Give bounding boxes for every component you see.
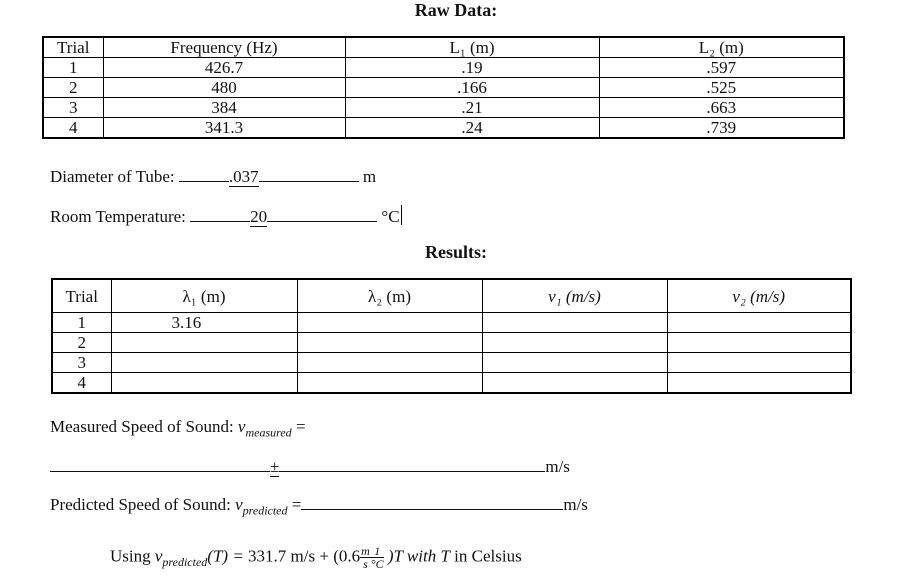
header-frequency: Frequency (Hz) [103, 37, 345, 58]
cell[interactable] [482, 333, 667, 353]
cell[interactable] [297, 353, 482, 373]
cell[interactable] [667, 313, 851, 333]
table-row [43, 118, 844, 139]
table-row [43, 58, 844, 78]
header-l2: L₂ (m) [599, 37, 844, 58]
cell: 426.7 [103, 58, 345, 78]
results-table [51, 278, 852, 394]
cell: 341.3 [103, 118, 345, 139]
header-v2: v₂ (m/s) [667, 279, 851, 313]
temperature-value[interactable]: 20 [250, 207, 268, 226]
table-row [52, 333, 851, 353]
blank-line [259, 163, 359, 182]
header-trial: Trial [52, 279, 111, 313]
raw-data-table [42, 36, 845, 139]
cell: 480 [103, 78, 345, 98]
frac-num: 1 [371, 545, 384, 558]
diameter-value[interactable]: .037 [228, 167, 259, 186]
table-row [43, 78, 844, 98]
measured-value-blank[interactable] [50, 453, 270, 472]
frac-den: °C [370, 557, 384, 571]
measured-answer-line [50, 453, 570, 477]
temperature-line [50, 203, 402, 227]
cell: 2 [43, 78, 103, 98]
measured-unit: m/s [545, 457, 570, 476]
cell: 4 [43, 118, 103, 139]
formula-const: 331.7 m/s [248, 546, 316, 566]
cell[interactable] [667, 373, 851, 394]
cell: .166 [345, 78, 599, 98]
header-v1: v₁ (m/s) [482, 279, 667, 313]
formula-arg: (T) = [207, 546, 244, 566]
predicted-speed-line [50, 491, 588, 518]
header-trial: Trial [43, 37, 103, 58]
table-row [52, 353, 851, 373]
cell[interactable]: 3.16 [111, 313, 297, 333]
measured-equals: = [295, 417, 306, 436]
predicted-subscript: predicted [242, 503, 288, 518]
cell: 2 [52, 333, 111, 353]
cell[interactable] [111, 333, 297, 353]
cell[interactable] [667, 333, 851, 353]
table-row [43, 98, 844, 118]
blank-line [267, 203, 377, 222]
table-row [52, 373, 851, 394]
formula-subscript: predicted [162, 554, 208, 569]
formula-plus: + [319, 546, 329, 566]
cell[interactable] [482, 313, 667, 333]
measured-subscript: measured [245, 425, 292, 440]
formula-var: v [154, 546, 163, 566]
formula-tail: in Celsius [454, 546, 522, 566]
predicted-value-blank[interactable] [301, 491, 563, 510]
frac-num: m [361, 544, 370, 558]
raw-data-title: Raw Data: [414, 0, 498, 20]
cell: .597 [599, 58, 844, 78]
predicted-unit: m/s [563, 495, 588, 514]
frac-den: s [363, 557, 368, 571]
table-header-row [43, 37, 844, 58]
cell: 384 [103, 98, 345, 118]
cell: 1 [43, 58, 103, 78]
plus-minus: ± [270, 457, 280, 476]
diameter-label: Diameter of Tube: [50, 167, 175, 186]
measured-speed-line [50, 417, 306, 440]
predicted-var: v [235, 495, 243, 514]
predicted-label: Predicted Speed of Sound: [50, 495, 231, 514]
cell: .21 [345, 98, 599, 118]
cell[interactable] [297, 373, 482, 394]
cell: .525 [599, 78, 844, 98]
cell: 4 [52, 373, 111, 394]
temperature-unit: °C [381, 207, 400, 226]
cell: 1 [52, 313, 111, 333]
formula-line [110, 545, 522, 570]
blank-line [179, 163, 229, 182]
cell[interactable] [482, 373, 667, 394]
measured-uncertainty-blank[interactable] [279, 453, 545, 472]
formula-using: Using [110, 546, 151, 566]
measured-label: Measured Speed of Sound: [50, 417, 234, 436]
fraction-per-degree [371, 545, 384, 570]
cell: .739 [599, 118, 844, 139]
diameter-line [50, 163, 376, 187]
header-lambda1: λ₁ (m) [111, 279, 297, 313]
table-row [52, 313, 851, 333]
header-lambda2: λ₂ (m) [297, 279, 482, 313]
temperature-label: Room Temperature: [50, 207, 186, 226]
results-title: Results: [425, 242, 487, 262]
formula-tvar: T [440, 546, 450, 566]
formula-coef: (0.6 [333, 546, 361, 566]
text-cursor [401, 205, 402, 225]
table-header-row [52, 279, 851, 313]
cell[interactable] [111, 373, 297, 394]
cell: 3 [52, 353, 111, 373]
cell: .19 [345, 58, 599, 78]
cell[interactable] [297, 333, 482, 353]
diameter-unit: m [362, 167, 377, 186]
blank-line [190, 203, 250, 222]
cell[interactable] [297, 313, 482, 333]
measured-var: v [237, 417, 246, 436]
cell: 3 [43, 98, 103, 118]
cell[interactable] [667, 353, 851, 373]
cell[interactable] [482, 353, 667, 373]
cell: .663 [599, 98, 844, 118]
header-l1: L₁ (m) [345, 37, 599, 58]
formula-close: )T with [387, 546, 437, 566]
fraction-m-per-s [360, 545, 371, 570]
predicted-equals: = [291, 495, 302, 514]
cell[interactable] [111, 353, 297, 373]
cell: .24 [345, 118, 599, 139]
